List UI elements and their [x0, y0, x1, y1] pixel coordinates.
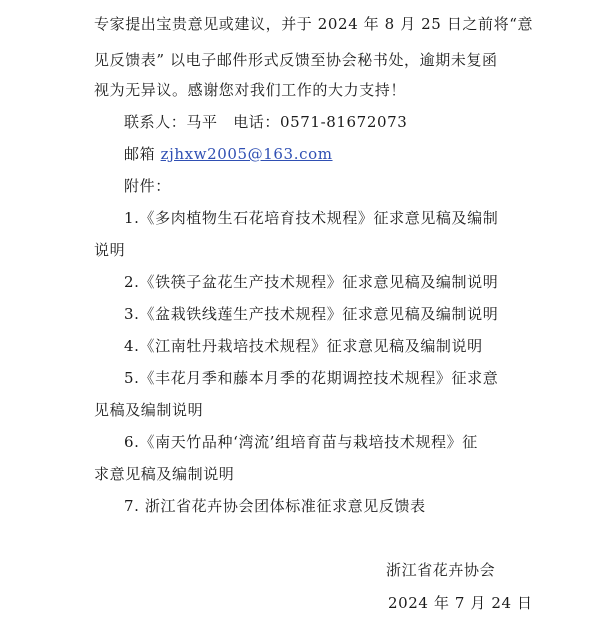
attachment-item-6-continued: 求意见稿及编制说明 [94, 465, 235, 483]
attachment-item-6: 6.《南天竹品种‘湾流’组培育苗与栽培技术规程》征 [124, 433, 478, 451]
attachment-item-1-continued: 说明 [94, 241, 126, 259]
attachment-item-2: 2.《铁筷子盆花生产技术规程》征求意见稿及编制说明 [124, 273, 499, 291]
signature-organization: 浙江省花卉协会 [386, 561, 496, 579]
paragraph-line: 专家提出宝贵意见或建议，并于 2024 年 8 月 25 日之前将“意 [94, 15, 534, 33]
attachment-item-4: 4.《江南牡丹栽培技术规程》征求意见稿及编制说明 [124, 337, 483, 355]
email-label: 邮箱 [124, 145, 156, 163]
attachment-item-5-continued: 见稿及编制说明 [94, 401, 204, 419]
contact-person-phone: 联系人：马平 电话：0571-81672073 [124, 113, 408, 131]
attachment-item-5: 5.《丰花月季和藤本月季的花期调控技术规程》征求意 [124, 369, 499, 387]
paragraph-line: 视为无异议。感谢您对我们工作的大力支持！ [94, 81, 407, 99]
email-row [124, 144, 333, 164]
attachments-heading: 附件： [124, 177, 171, 195]
paragraph-line: 见反馈表” 以电子邮件形式反馈至协会秘书处，逾期未复函 [94, 51, 498, 69]
attachment-item-3: 3.《盆栽铁线莲生产技术规程》征求意见稿及编制说明 [124, 305, 499, 323]
signature-date: 2024 年 7 月 24 日 [388, 594, 533, 612]
attachment-item-7: 7. 浙江省花卉协会团体标准征求意见反馈表 [124, 497, 426, 515]
email-link[interactable]: zjhxw2005@163.com [160, 145, 333, 163]
attachment-item-1: 1.《多肉植物生石花培育技术规程》征求意见稿及编制 [124, 209, 499, 227]
